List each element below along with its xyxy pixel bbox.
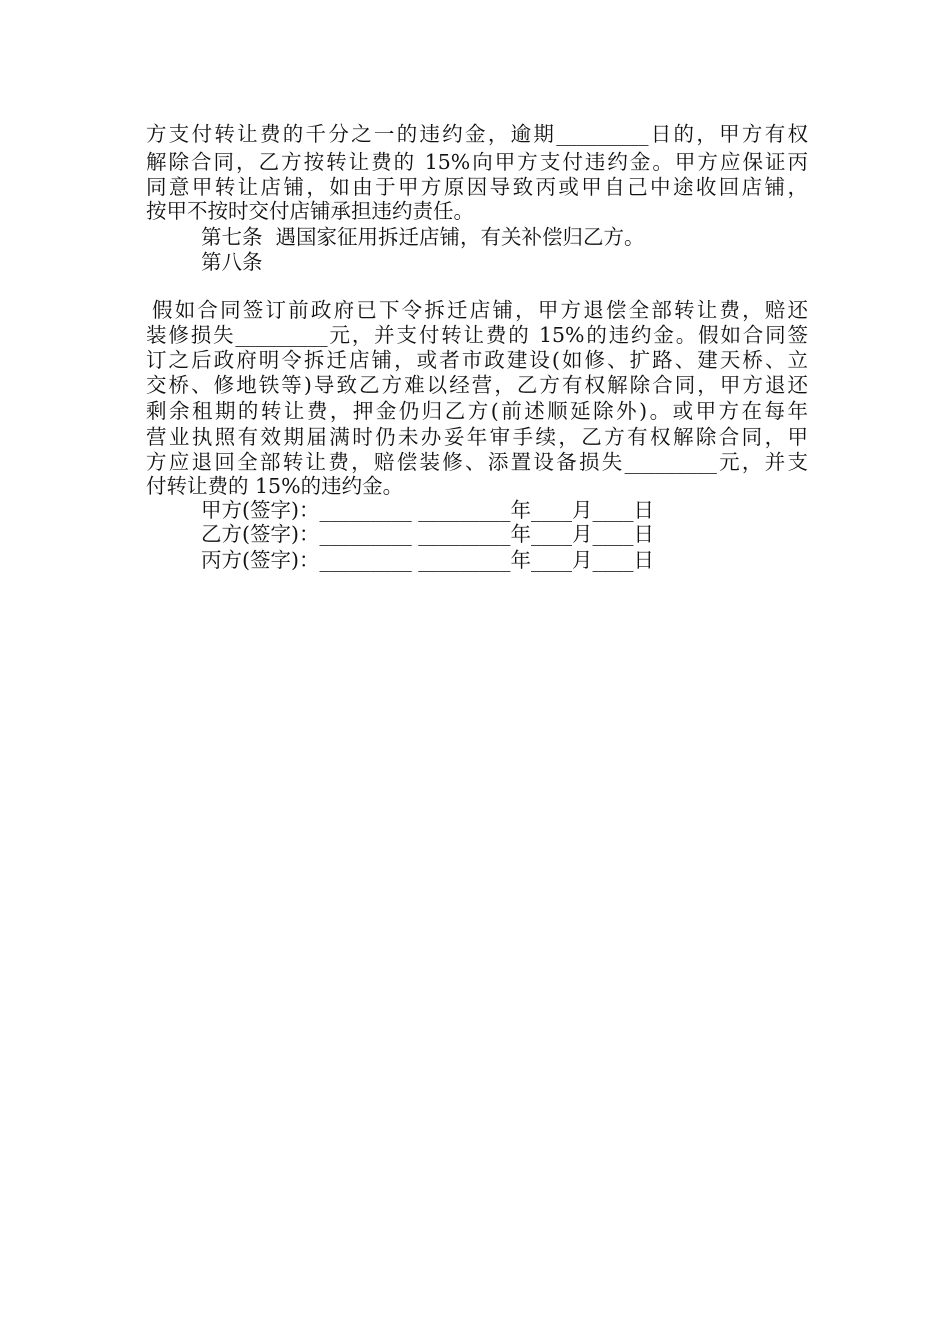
article-7: 第七条 遇国家征用拆迁店铺，有关补偿归乙方。: [201, 225, 645, 249]
paragraph-line: 订之后政府明令拆迁店铺，或者市政建设(如修、扩路、建天桥、立: [146, 348, 808, 372]
paragraph-line: 按甲不按时交付店铺承担违约责任。: [146, 199, 474, 223]
article-8-heading: 第八条: [201, 250, 263, 274]
paragraph-line: 付转让费的 15%的违约金。: [146, 474, 404, 498]
paragraph-line: 解除合同，乙方按转让费的 15%向甲方支付违约金。甲方应保证丙: [146, 150, 808, 174]
paragraph-line: 交桥、修地铁等)导致乙方难以经营，乙方有权解除合同，甲方退还: [146, 373, 808, 397]
paragraph-line: 假如合同签订前政府已下令拆迁店铺，甲方退偿全部转让费，赔还: [152, 298, 808, 322]
paragraph-line: 剩余租期的转让费，押金仍归乙方(前述顺延除外)。或甲方在每年: [146, 399, 808, 423]
paragraph-line: 方应退回全部转让费，赔偿装修、添置设备损失_________元，并支: [146, 450, 808, 474]
signature-line-party-c: 丙方(签字)：_________ _________年____月____日: [201, 548, 655, 572]
paragraph-line: 装修损失_________元，并支付转让费的 15%的违约金。假如合同签: [146, 323, 808, 347]
signature-line-party-b: 乙方(签字)：_________ _________年____月____日: [201, 522, 655, 546]
signature-line-party-a: 甲方(签字)：_________ _________年____月____日: [201, 498, 655, 522]
paragraph-line: 同意甲转让店铺，如由于甲方原因导致丙或甲自己中途收回店铺，: [146, 175, 808, 199]
paragraph-line: 方支付转让费的千分之一的违约金，逾期_________日的，甲方有权: [146, 122, 808, 146]
paragraph-line: 营业执照有效期届满时仍未办妥年审手续，乙方有权解除合同，甲: [146, 425, 808, 449]
